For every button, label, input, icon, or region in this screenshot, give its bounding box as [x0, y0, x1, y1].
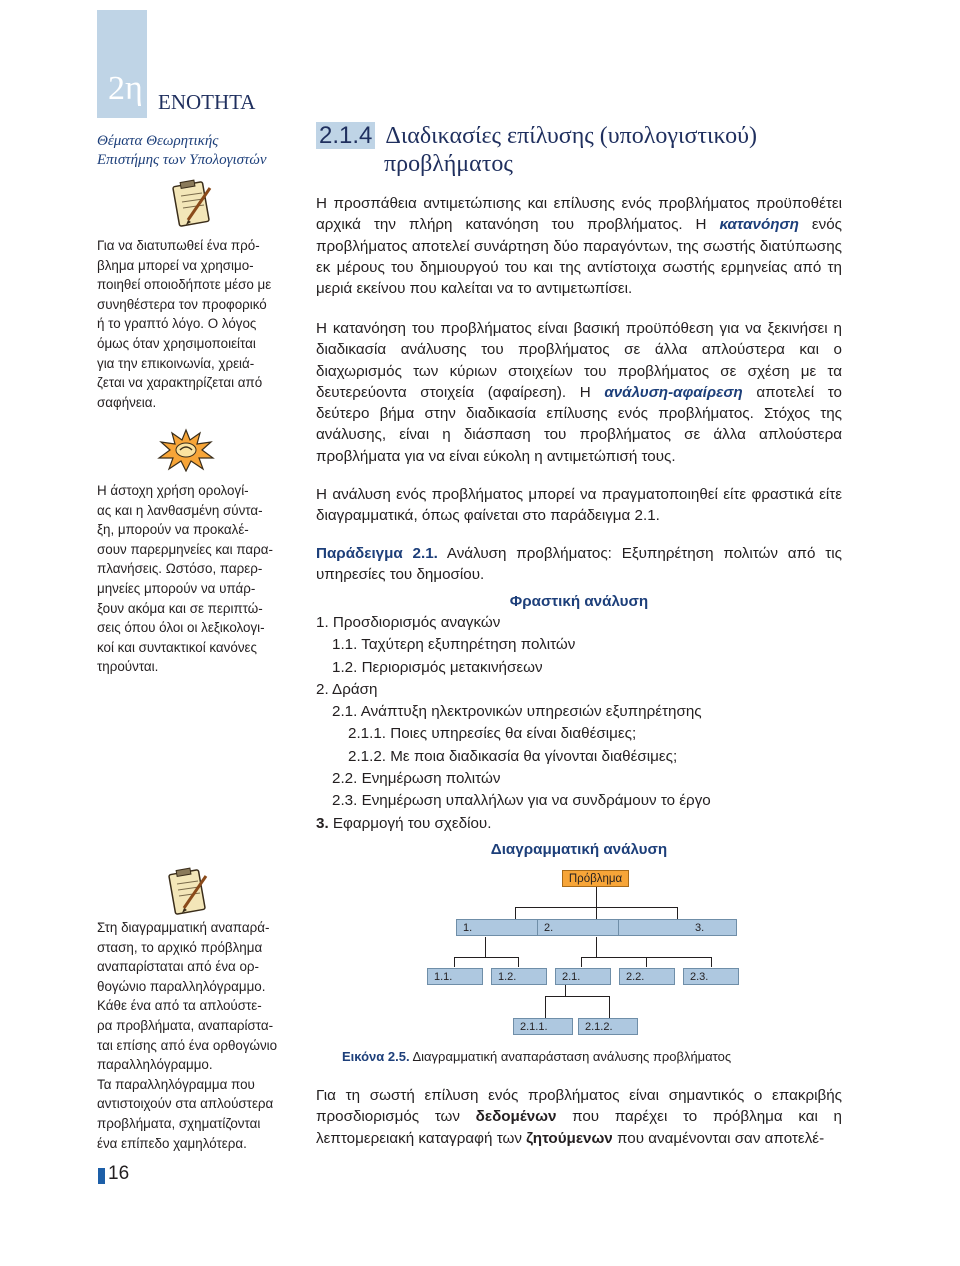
- note-line: ένα επίπεδο χαμηλότερα.: [97, 1135, 247, 1151]
- notepad-pen-icon: [162, 866, 214, 918]
- outline-item: [316, 746, 711, 768]
- note-line: ποιηθεί οποιοδήποτε μέσο με: [97, 277, 272, 293]
- connector-line: [596, 887, 597, 907]
- connector-line: [711, 957, 712, 967]
- note-line: Για να διατυπωθεί ένα πρό-: [97, 238, 260, 253]
- page-number-marker: [98, 1168, 105, 1184]
- connector-line: [485, 937, 486, 957]
- caption-label: Εικόνα 2.5.: [342, 1049, 410, 1064]
- connector-line: [545, 996, 546, 1018]
- outline-number: 1.1.: [332, 636, 358, 654]
- diagram-box-level2: 2.2.: [619, 968, 675, 985]
- diagram-box-level1: 3.: [618, 919, 737, 936]
- outline-number: 2.3.: [332, 792, 358, 810]
- text-run: Ανάλυση προβλήματος: Εξυπηρέτηση πολιτών από τις υπηρεσίες του δημοσίου.: [316, 545, 842, 584]
- section-heading: [316, 122, 757, 178]
- example-intro: [316, 543, 842, 586]
- outline-number: 1.2.: [332, 658, 358, 676]
- margin-note-clarity: [97, 236, 302, 412]
- text-run: ενός προβλήματος αποτελεί συνάρτηση δύο παραγόντων, της σωστής διατύπωσης εκ μέρους του δημιουργού του και της αντίστοιχα σωστής ερμηνείας από τη μεριά εκείνου που καλείται να το αντιμετωπίσει.: [316, 216, 842, 298]
- outline-number: 2.1.: [332, 703, 358, 721]
- note-line: ή το γραπτό λόγο. Ο λόγος: [97, 316, 257, 332]
- subject-line: Θέματα Θεωρητικής: [97, 133, 219, 149]
- outline-number: 1.: [316, 614, 329, 631]
- section-title-line1: Διαδικασίες επίλυσης (υπολογιστικού): [385, 123, 757, 149]
- paragraph-data-requirements: [316, 1085, 842, 1149]
- note-line: συνηθέστερα τον προφορικό: [97, 296, 267, 312]
- outline-text: Ενημέρωση πολιτών: [357, 770, 501, 788]
- outline-item: [316, 790, 711, 812]
- note-line: αναπαρίσταται από ένα ορ-: [97, 959, 260, 975]
- outline-number: 2.1.1.: [348, 725, 386, 743]
- note-line: Τα παραλληλόγραμμα που: [97, 1076, 255, 1092]
- outline-item: [316, 768, 711, 790]
- note-line: για την επικοινωνία, χρειά-: [97, 355, 255, 371]
- note-line: όμως όταν χρησιμοποιείται: [97, 335, 256, 351]
- diagram-box-level2: 1.2.: [491, 968, 547, 985]
- term-data: δεδομένων: [475, 1108, 557, 1126]
- paragraph-methods: Η ανάλυση ενός προβλήματος μπορεί να πραγματοποιηθεί είτε φραστικά είτε διαγραμματικά, όπως φαίνεται στο παράδειγμα 2.1.: [316, 486, 842, 525]
- note-line: Στη διαγραμματική αναπαρά-: [97, 920, 270, 935]
- subject-title: [97, 132, 307, 170]
- text-run: Για τη σωστή επίλυση ενός προβλήματος είναι σημαντικός ο επακριβής προσδιορισμός των: [316, 1087, 842, 1126]
- unit-number: 2η: [108, 70, 143, 107]
- note-line: σταση, το αρχικό πρόβλημα: [97, 939, 263, 955]
- outline-text: Ανάπτυξη ηλεκτρονικών υπηρεσιών εξυπηρέτησης: [357, 703, 702, 721]
- connector-line: [646, 957, 647, 967]
- diagram-box-level2: 2.3.: [683, 968, 739, 985]
- connector-line: [515, 907, 516, 919]
- note-line: ρα προβλήματα, αναπαρίστα-: [97, 1017, 274, 1033]
- connector-line: [454, 957, 455, 967]
- outline-number: 2.1.2.: [348, 747, 386, 765]
- text-run: που παρέχει το πρόβλημα και η λεπτομερειακή καταγραφή των: [316, 1108, 843, 1147]
- note-line: ται επίσης από ένα ορθογώνιο: [97, 1037, 278, 1053]
- outline-number: 2.2.: [332, 770, 358, 788]
- outline-number: 3.: [316, 814, 329, 832]
- note-line: τηρούνται.: [97, 659, 159, 675]
- outline-text: Ποιες υπηρεσίες θα είναι διαθέσιμες;: [386, 725, 637, 743]
- note-line: παραλληλόγραμμο.: [97, 1057, 213, 1073]
- outline-item: [316, 813, 711, 835]
- outline-item: [316, 679, 711, 701]
- note-line: Η άστοχη χρήση ορολογί-: [97, 483, 249, 498]
- outline-text: Ενημέρωση υπαλλήλων για να συνδράμουν το έργο: [357, 792, 711, 810]
- outline-number: 2.: [316, 680, 329, 698]
- verbal-outline: [316, 612, 711, 835]
- note-line: σουν παρερμηνείες και παρα-: [97, 541, 273, 557]
- outline-item: [316, 634, 711, 656]
- outline-text: Περιορισμός μετακινήσεων: [357, 658, 543, 676]
- verbal-analysis-title: Φραστική ανάλυση: [509, 593, 649, 610]
- note-line: ζεται να χαρακτηρίζεται από: [97, 375, 263, 391]
- figure-caption: [342, 1049, 731, 1064]
- term-requested: ζητούμενων: [526, 1129, 613, 1147]
- diagram-box-level2: 2.1.: [555, 968, 611, 985]
- connector-line: [518, 957, 519, 967]
- note-line: πλανήσεις. Ωστόσο, παρερ-: [97, 561, 263, 577]
- outline-text: Ταχύτερη εξυπηρέτηση πολιτών: [357, 636, 576, 654]
- section-number: 2.1.4: [316, 122, 375, 149]
- section-title-line2: προβλήματος: [384, 151, 513, 177]
- outline-item: [316, 612, 711, 634]
- note-line: ας και η λανθασμένη σύντα-: [97, 502, 263, 518]
- connector-line: [581, 957, 582, 967]
- outline-text: Με ποια διαδικασία θα γίνονται διαθέσιμες;: [386, 747, 678, 765]
- diagram-box-root: Πρόβλημα: [562, 870, 629, 887]
- note-line: ξη, μπορούν να προκαλέ-: [97, 522, 249, 538]
- connector-line: [609, 996, 610, 1018]
- connector-line: [596, 937, 597, 957]
- paragraph-understanding: [316, 193, 842, 299]
- subject-line: Επιστήμης των Υπολογιστών: [97, 152, 267, 168]
- note-line: αντιστοιχούν στα απλούστερα: [97, 1096, 274, 1112]
- text-run: Η προσπάθεια αντιμετώπισης και επίλυσης ενός προβλήματος προϋποθέτει αρχικά την πλήρη κατανόηση του προβλήματος. Η: [316, 195, 842, 234]
- connector-line: [677, 907, 678, 919]
- example-label: Παράδειγμα 2.1.: [316, 545, 438, 562]
- warning-burst-icon: [157, 428, 215, 472]
- notepad-pen-icon: [166, 178, 218, 230]
- outline-text: Εφαρμογή του σχεδίου.: [328, 814, 492, 832]
- note-line: θογώνιο παραλληλόγραμμο.: [97, 978, 266, 994]
- connector-line: [454, 957, 518, 958]
- note-line: μηνείες μπορούν να υπάρ-: [97, 580, 256, 596]
- diagram-box-level1: 1.: [456, 919, 575, 936]
- note-line: βλημα μπορεί να χρησιμο-: [97, 257, 254, 273]
- margin-note-diagram: [97, 918, 292, 1153]
- paragraph-analysis: [316, 318, 842, 467]
- diagram-box-level1: 2.: [537, 919, 656, 936]
- note-line: σεις όπου όλοι οι λεξικολογι-: [97, 620, 265, 636]
- caption-text: Διαγραμματική αναπαράσταση ανάλυσης προβλήματος: [409, 1049, 732, 1064]
- outline-text: Δράση: [328, 680, 378, 698]
- note-line: ξουν ακόμα και σε περιπτώ-: [97, 600, 263, 616]
- diagram-box-level3: 2.1.1.: [513, 1018, 573, 1035]
- unit-label: ΕΝΟΤΗΤΑ: [158, 90, 256, 114]
- note-line: προβλήματα, σχηματίζονται: [97, 1115, 261, 1131]
- term-understanding: κατανόηση: [719, 216, 799, 234]
- note-line: σαφήνεια.: [97, 394, 157, 410]
- diagram-analysis-title: Διαγραμματική ανάλυση: [490, 841, 668, 858]
- margin-note-terminology: [97, 481, 302, 677]
- text-run: αποτελεί το δεύτερο βήμα στην διαδικασία επίλυσης ενός προβλήματος. Στόχος της ανάλυσης, είναι η διάσπαση του προβλήματος σε άλλα απλούστερα προβλήματα για να είναι εύκολη η αντιμετώπισή τους.: [316, 383, 842, 465]
- text-run: που αναμένονται σαν αποτελέ-: [612, 1129, 825, 1147]
- connector-line: [596, 907, 597, 919]
- diagram-box-level2: 1.1.: [427, 968, 483, 985]
- diagram-box-level3: 2.1.2.: [578, 1018, 638, 1035]
- outline-item: [316, 723, 711, 745]
- note-line: κοί και συντακτικοί κανόνες: [97, 639, 257, 655]
- outline-text: Προσδιορισμός αναγκών: [328, 614, 501, 631]
- outline-item: [316, 701, 711, 723]
- term-analysis-abstraction: ανάλυση-αφαίρεση: [604, 383, 743, 401]
- note-line: Κάθε ένα από τα απλούστε-: [97, 998, 262, 1014]
- outline-item: [316, 657, 711, 679]
- page-number: 16: [108, 1163, 130, 1184]
- connector-line: [545, 996, 609, 997]
- connector-line: [565, 985, 566, 996]
- text-run: Η κατανόηση του προβλήματος είναι βασική προϋπόθεση για να ξεκινήσει η διαδικασία ανάλυσης του προβλήματος σε άλλα απλούστερα και ο διαχωρισμός των κύριων στοιχείων του προβλήματος σε σχέση με τα δευτερεύοντα στοιχεία (αφαίρεση). Η: [316, 320, 842, 401]
